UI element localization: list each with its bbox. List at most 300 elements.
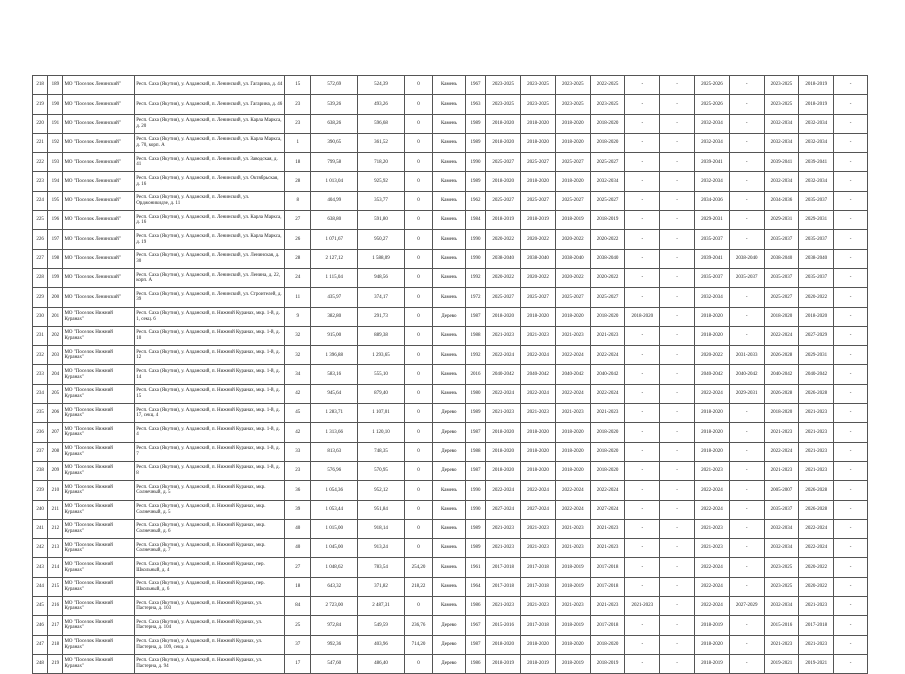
cell-apartments-count: 8 <box>285 191 311 210</box>
cell-living-area: 925,92 <box>358 172 405 191</box>
cell-period-10: 2018-2019 <box>799 95 834 114</box>
cell-municipality: МО "Поселок Нижний Куранах" <box>63 635 135 654</box>
cell-period-7: 2022-2024 <box>695 500 730 519</box>
cell-address: Респ. Саха (Якутия), у. Алданский, п. Нижний Куранах, пер. Школьный, д. 6 <box>135 577 285 596</box>
cell-object-number: 189 <box>48 76 63 95</box>
cell-wall-material: Камень <box>433 76 466 95</box>
cell-municipality: МО "Поселок Нижний Куранах" <box>63 461 135 480</box>
cell-wall-material: Камень <box>433 191 466 210</box>
cell-period-4: 2027-2024 <box>590 500 625 519</box>
cell-row-number: 233 <box>33 365 48 384</box>
cell-period-10: 2018-2019 <box>799 76 834 95</box>
cell-living-area: 291,73 <box>358 307 405 326</box>
cell-row-number: 243 <box>33 558 48 577</box>
cell-municipality: МО "Поселок Ленинский" <box>63 230 135 249</box>
cell-period-4: 2025-2027 <box>590 288 625 307</box>
cell-period-3: 2018-2020 <box>555 307 590 326</box>
cell-period-5: - <box>625 519 660 538</box>
cell-wall-material: Камень <box>433 153 466 172</box>
cell-period-11: - <box>834 114 868 133</box>
cell-address: Респ. Саха (Якутия), у. Алданский, п. Нижний Куранах, мкр. 1-й, д. 8 <box>135 461 285 480</box>
cell-nonresidential-area: 0 <box>404 597 432 616</box>
cell-period-1: 2022-2024 <box>486 481 521 500</box>
cell-living-area: 371,82 <box>358 577 405 596</box>
cell-period-6: - <box>660 172 695 191</box>
cell-total-area: 2 723,00 <box>311 597 358 616</box>
cell-period-10: 2039-2041 <box>799 153 834 172</box>
cell-living-area: 591,80 <box>358 211 405 230</box>
cell-period-5: - <box>625 268 660 287</box>
cell-period-8: - <box>729 423 764 442</box>
cell-municipality: МО "Поселок Нижний Куранах" <box>63 519 135 538</box>
cell-living-area: 1 120,10 <box>358 423 405 442</box>
cell-total-area: 945,64 <box>311 384 358 403</box>
cell-object-number: 192 <box>48 133 63 152</box>
cell-object-number: 218 <box>48 635 63 654</box>
cell-period-8: - <box>729 461 764 480</box>
cell-period-6: - <box>660 288 695 307</box>
cell-period-3: 2018-2020 <box>555 114 590 133</box>
cell-period-1: 2018-2020 <box>486 172 521 191</box>
cell-period-6: - <box>660 346 695 365</box>
cell-year-built: 1989 <box>465 519 486 538</box>
cell-nonresidential-area: 0 <box>404 191 432 210</box>
cell-period-11: - <box>834 191 868 210</box>
cell-period-2: 2018-2020 <box>521 461 556 480</box>
cell-period-9: 2021-2023 <box>764 635 799 654</box>
cell-period-6: - <box>660 481 695 500</box>
cell-total-area: 972,84 <box>311 616 358 635</box>
cell-period-3: 2023-2025 <box>555 76 590 95</box>
cell-wall-material: Камень <box>433 597 466 616</box>
cell-period-4: 2018-2020 <box>590 635 625 654</box>
cell-period-10: 2029-2031 <box>799 346 834 365</box>
cell-nonresidential-area: 218,22 <box>404 577 432 596</box>
cell-period-7: 2018-2020 <box>695 404 730 423</box>
cell-period-1: 2021-2023 <box>486 519 521 538</box>
cell-period-9: 2019-2021 <box>764 654 799 673</box>
cell-period-7: 2035-2037 <box>695 230 730 249</box>
cell-period-11: - <box>834 654 868 673</box>
cell-row-number: 238 <box>33 461 48 480</box>
cell-apartments-count: 25 <box>285 616 311 635</box>
cell-period-5: - <box>625 384 660 403</box>
cell-period-2: 2021-2023 <box>521 326 556 345</box>
table-row <box>33 268 868 287</box>
cell-object-number: 191 <box>48 114 63 133</box>
cell-apartments-count: 15 <box>285 76 311 95</box>
cell-nonresidential-area: 0 <box>404 114 432 133</box>
table-row <box>33 442 868 461</box>
cell-address: Респ. Саха (Якутия), у. Алданский, п. Ленинский, ул. Гагарина, д. 44 <box>135 76 285 95</box>
cell-period-11: - <box>834 249 868 268</box>
cell-municipality: МО "Поселок Нижний Куранах" <box>63 481 135 500</box>
cell-year-built: 1990 <box>465 249 486 268</box>
cell-period-2: 2017-2018 <box>521 616 556 635</box>
cell-living-area: 950,27 <box>358 230 405 249</box>
cell-period-5: - <box>625 211 660 230</box>
cell-object-number: 194 <box>48 172 63 191</box>
cell-period-3: 2021-2023 <box>555 519 590 538</box>
cell-row-number: 231 <box>33 326 48 345</box>
cell-period-10: 2021-2023 <box>799 404 834 423</box>
cell-total-area: 1 071,67 <box>311 230 358 249</box>
cell-period-1: 2018-2020 <box>486 133 521 152</box>
cell-wall-material: Камень <box>433 519 466 538</box>
cell-period-11: - <box>834 307 868 326</box>
cell-period-3: 2023-2025 <box>555 95 590 114</box>
cell-period-2: 2017-2018 <box>521 558 556 577</box>
cell-year-built: 1989 <box>465 404 486 423</box>
cell-apartments-count: 40 <box>285 539 311 558</box>
cell-address: Респ. Саха (Якутия), у. Алданский, п. Нижний Куранах, мкр. 1-й, д. 4 <box>135 423 285 442</box>
cell-year-built: 1990 <box>465 500 486 519</box>
cell-year-built: 1990 <box>465 230 486 249</box>
cell-period-4: 2021-2023 <box>590 519 625 538</box>
cell-period-4: 2025-2027 <box>590 153 625 172</box>
cell-period-10: 2035-2037 <box>799 230 834 249</box>
cell-apartments-count: 36 <box>285 481 311 500</box>
cell-period-4: 2018-2020 <box>590 307 625 326</box>
cell-period-8: - <box>729 326 764 345</box>
cell-period-6: - <box>660 133 695 152</box>
cell-address: Респ. Саха (Якутия), у. Алданский, п. Ленинский, ул. Карла Маркса, д. 20 <box>135 114 285 133</box>
cell-period-5: - <box>625 558 660 577</box>
cell-period-11: - <box>834 404 868 423</box>
cell-period-6: - <box>660 365 695 384</box>
cell-period-10: 2026-2028 <box>799 384 834 403</box>
cell-period-7: 2032-2034 <box>695 114 730 133</box>
cell-period-4: 2017-2018 <box>590 616 625 635</box>
cell-year-built: 1972 <box>465 288 486 307</box>
cell-period-3: 2025-2027 <box>555 153 590 172</box>
cell-apartments-count: 23 <box>285 95 311 114</box>
cell-period-3: 2025-2027 <box>555 191 590 210</box>
cell-period-7: 2021-2023 <box>695 519 730 538</box>
cell-period-2: 2018-2020 <box>521 172 556 191</box>
cell-row-number: 219 <box>33 95 48 114</box>
cell-period-8: 2040-2042 <box>729 365 764 384</box>
cell-object-number: 211 <box>48 500 63 519</box>
cell-wall-material: Камень <box>433 577 466 596</box>
cell-nonresidential-area: 0 <box>404 461 432 480</box>
cell-period-4: 2018-2020 <box>590 133 625 152</box>
cell-period-2: 2021-2023 <box>521 519 556 538</box>
cell-object-number: 197 <box>48 230 63 249</box>
cell-apartments-count: 34 <box>285 365 311 384</box>
cell-apartments-count: 32 <box>285 346 311 365</box>
cell-period-8: 2038-2040 <box>729 249 764 268</box>
cell-period-6: - <box>660 500 695 519</box>
cell-address: Респ. Саха (Якутия), у. Алданский, п. Ленинский, ул. Карла Маркса, д. 16 <box>135 211 285 230</box>
cell-period-10: 2022-2024 <box>799 519 834 538</box>
cell-period-5: - <box>625 635 660 654</box>
cell-total-area: 1 015,00 <box>311 519 358 538</box>
cell-object-number: 190 <box>48 95 63 114</box>
table-row <box>33 577 868 596</box>
cell-period-5: - <box>625 172 660 191</box>
cell-period-3: 2018-2019 <box>555 577 590 596</box>
cell-period-7: 2035-2037 <box>695 268 730 287</box>
cell-object-number: 216 <box>48 597 63 616</box>
cell-period-8: - <box>729 539 764 558</box>
cell-period-1: 2023-2025 <box>486 95 521 114</box>
cell-municipality: МО "Поселок Ленинский" <box>63 153 135 172</box>
cell-row-number: 237 <box>33 442 48 461</box>
cell-period-8: - <box>729 211 764 230</box>
cell-row-number: 220 <box>33 114 48 133</box>
cell-period-6: - <box>660 577 695 596</box>
cell-period-7: 2021-2023 <box>695 539 730 558</box>
cell-period-11: - <box>834 153 868 172</box>
cell-living-area: 549,59 <box>358 616 405 635</box>
cell-living-area: 353,77 <box>358 191 405 210</box>
cell-total-area: 1 313,66 <box>311 423 358 442</box>
cell-period-2: 2022-2024 <box>521 384 556 403</box>
cell-period-2: 2018-2020 <box>521 133 556 152</box>
cell-year-built: 1964 <box>465 577 486 596</box>
cell-period-4: 2023-2025 <box>590 95 625 114</box>
cell-row-number: 247 <box>33 635 48 654</box>
cell-municipality: МО "Поселок Нижний Куранах" <box>63 654 135 673</box>
table-row <box>33 230 868 249</box>
cell-period-1: 2020-2022 <box>486 230 521 249</box>
cell-period-11: - <box>834 268 868 287</box>
cell-municipality: МО "Поселок Нижний Куранах" <box>63 539 135 558</box>
cell-nonresidential-area: 0 <box>404 365 432 384</box>
cell-nonresidential-area: 0 <box>404 384 432 403</box>
cell-address: Респ. Саха (Якутия), у. Алданский, п. Ленинский, ул. Орджоникидзе, д. 11 <box>135 191 285 210</box>
cell-period-4: 2017-2018 <box>590 558 625 577</box>
cell-period-3: 2040-2042 <box>555 365 590 384</box>
cell-period-1: 2021-2023 <box>486 597 521 616</box>
cell-living-area: 948,56 <box>358 268 405 287</box>
cell-period-6: - <box>660 423 695 442</box>
cell-period-3: 2018-2019 <box>555 654 590 673</box>
cell-period-8: 2031-2033 <box>729 346 764 365</box>
cell-period-2: 2025-2027 <box>521 191 556 210</box>
cell-period-11: - <box>834 616 868 635</box>
cell-period-2: 2025-2027 <box>521 153 556 172</box>
cell-period-9: 2018-2020 <box>764 404 799 423</box>
cell-period-6: - <box>660 384 695 403</box>
cell-object-number: 205 <box>48 384 63 403</box>
cell-period-4: 2018-2020 <box>590 423 625 442</box>
cell-period-9: 2032-2034 <box>764 172 799 191</box>
cell-living-area: 374,17 <box>358 288 405 307</box>
cell-municipality: МО "Поселок Нижний Куранах" <box>63 365 135 384</box>
cell-period-5: - <box>625 461 660 480</box>
cell-period-11: - <box>834 133 868 152</box>
cell-total-area: 643,32 <box>311 577 358 596</box>
table-row <box>33 500 868 519</box>
cell-period-10: 2038-2040 <box>799 249 834 268</box>
cell-wall-material: Дерево <box>433 307 466 326</box>
cell-period-9: 2029-2031 <box>764 211 799 230</box>
cell-period-9: 2040-2042 <box>764 365 799 384</box>
cell-period-4: 2022-2024 <box>590 481 625 500</box>
cell-period-10: 2021-2023 <box>799 597 834 616</box>
cell-address: Респ. Саха (Якутия), у. Алданский, п. Нижний Куранах, ул. Пастерна, д. 103 <box>135 597 285 616</box>
cell-apartments-count: 42 <box>285 384 311 403</box>
cell-address: Респ. Саха (Якутия), у. Алданский, п. Нижний Куранах, ул. Пастерна, д. 104 <box>135 616 285 635</box>
cell-year-built: 1967 <box>465 616 486 635</box>
table-row <box>33 95 868 114</box>
cell-period-11: - <box>834 172 868 191</box>
cell-wall-material: Камень <box>433 172 466 191</box>
cell-period-3: 2018-2019 <box>555 616 590 635</box>
cell-period-6: - <box>660 191 695 210</box>
cell-period-9: 2023-2025 <box>764 558 799 577</box>
cell-period-6: - <box>660 442 695 461</box>
cell-apartments-count: 32 <box>285 326 311 345</box>
cell-period-7: 2021-2023 <box>695 461 730 480</box>
cell-period-5: - <box>625 577 660 596</box>
table-row <box>33 153 868 172</box>
cell-wall-material: Камень <box>433 558 466 577</box>
cell-municipality: МО "Поселок Ленинский" <box>63 114 135 133</box>
cell-living-area: 879,40 <box>358 384 405 403</box>
cell-period-7: 2018-2020 <box>695 442 730 461</box>
cell-period-6: - <box>660 211 695 230</box>
cell-period-1: 2022-2024 <box>486 346 521 365</box>
cell-period-6: - <box>660 635 695 654</box>
cell-period-5: - <box>625 133 660 152</box>
cell-period-3: 2018-2020 <box>555 133 590 152</box>
cell-period-9: 2032-2034 <box>764 597 799 616</box>
cell-object-number: 201 <box>48 307 63 326</box>
cell-period-1: 2018-2020 <box>486 423 521 442</box>
cell-period-10: 2021-2023 <box>799 442 834 461</box>
cell-object-number: 215 <box>48 577 63 596</box>
cell-period-8: - <box>729 95 764 114</box>
cell-period-10: 2026-2028 <box>799 481 834 500</box>
table-row <box>33 326 868 345</box>
cell-wall-material: Дерево <box>433 616 466 635</box>
cell-period-11: - <box>834 461 868 480</box>
cell-total-area: 547,60 <box>311 654 358 673</box>
cell-period-8: 2029-2031 <box>729 384 764 403</box>
cell-address: Респ. Саха (Якутия), у. Алданский, п. Нижний Куранах, мкр. Солнечный, д. 5 <box>135 500 285 519</box>
cell-year-built: 1962 <box>465 191 486 210</box>
cell-period-11: - <box>834 577 868 596</box>
cell-row-number: 234 <box>33 384 48 403</box>
cell-period-8: - <box>729 519 764 538</box>
cell-row-number: 222 <box>33 153 48 172</box>
cell-living-area: 783,54 <box>358 558 405 577</box>
cell-address: Респ. Саха (Якутия), у. Алданский, п. Нижний Куранах, мкр. 1-й, д. 14 <box>135 365 285 384</box>
cell-period-8: - <box>729 288 764 307</box>
cell-period-3: 2020-2022 <box>555 230 590 249</box>
cell-period-2: 2038-2040 <box>521 249 556 268</box>
cell-period-8: - <box>729 191 764 210</box>
cell-period-11: - <box>834 597 868 616</box>
cell-year-built: 1963 <box>465 95 486 114</box>
cell-period-5: - <box>625 76 660 95</box>
cell-period-4: 2038-2040 <box>590 249 625 268</box>
cell-object-number: 200 <box>48 288 63 307</box>
cell-nonresidential-area: 0 <box>404 172 432 191</box>
cell-year-built: 1990 <box>465 153 486 172</box>
cell-period-5: - <box>625 539 660 558</box>
cell-nonresidential-area: 0 <box>404 500 432 519</box>
cell-period-4: 2022-2024 <box>590 346 625 365</box>
cell-period-4: 2018-2019 <box>590 654 625 673</box>
cell-period-2: 2027-2024 <box>521 500 556 519</box>
cell-period-5: 2018-2020 <box>625 307 660 326</box>
cell-period-1: 2040-2042 <box>486 365 521 384</box>
cell-address: Респ. Саха (Якутия), у. Алданский, п. Нижний Куранах, ул. Пастерна, д. 94 <box>135 654 285 673</box>
cell-total-area: 539,26 <box>311 95 358 114</box>
cell-address: Респ. Саха (Якутия), у. Алданский, п. Нижний Куранах, ул. Пастерна, д. 109, секц. а <box>135 635 285 654</box>
cell-period-1: 2021-2023 <box>486 326 521 345</box>
cell-period-7: 2040-2042 <box>695 365 730 384</box>
cell-period-2: 2018-2020 <box>521 635 556 654</box>
cell-row-number: 226 <box>33 230 48 249</box>
cell-row-number: 227 <box>33 249 48 268</box>
cell-row-number: 228 <box>33 268 48 287</box>
cell-period-4: 2040-2042 <box>590 365 625 384</box>
cell-period-7: 2018-2020 <box>695 326 730 345</box>
cell-period-11: - <box>834 365 868 384</box>
cell-apartments-count: 28 <box>285 249 311 268</box>
cell-row-number: 244 <box>33 577 48 596</box>
cell-total-area: 382,80 <box>311 307 358 326</box>
cell-period-7: 2018-2020 <box>695 423 730 442</box>
table-row <box>33 76 868 95</box>
cell-period-11: - <box>834 211 868 230</box>
cell-object-number: 203 <box>48 346 63 365</box>
cell-municipality: МО "Поселок Ленинский" <box>63 172 135 191</box>
cell-address: Респ. Саха (Якутия), у. Алданский, п. Ленинский, ул. Строителей, д. 39 <box>135 288 285 307</box>
cell-period-10: 2021-2023 <box>799 461 834 480</box>
cell-period-7: 2039-2041 <box>695 249 730 268</box>
cell-period-4: 2018-2019 <box>590 211 625 230</box>
table-row <box>33 654 868 673</box>
cell-total-area: 1 283,71 <box>311 404 358 423</box>
cell-row-number: 245 <box>33 597 48 616</box>
cell-total-area: 1 115,04 <box>311 268 358 287</box>
cell-period-8: - <box>729 577 764 596</box>
cell-object-number: 210 <box>48 481 63 500</box>
cell-period-4: 2032-2034 <box>590 172 625 191</box>
cell-period-2: 2022-2024 <box>521 481 556 500</box>
cell-municipality: МО "Поселок Нижний Куранах" <box>63 404 135 423</box>
cell-row-number: 248 <box>33 654 48 673</box>
cell-address: Респ. Саха (Якутия), у. Алданский, п. Ленинский, ул. Карла Маркса, д. 70, корп. А <box>135 133 285 152</box>
table-row <box>33 249 868 268</box>
cell-period-2: 2025-2027 <box>521 288 556 307</box>
cell-period-1: 2017-2018 <box>486 558 521 577</box>
cell-period-9: 2032-2034 <box>764 133 799 152</box>
cell-period-7: 2022-2024 <box>695 481 730 500</box>
cell-apartments-count: 84 <box>285 597 311 616</box>
cell-object-number: 213 <box>48 539 63 558</box>
cell-living-area: 2 487,31 <box>358 597 405 616</box>
cell-municipality: МО "Поселок Нижний Куранах" <box>63 346 135 365</box>
cell-period-10: 2026-2028 <box>799 500 834 519</box>
cell-period-3: 2020-2022 <box>555 268 590 287</box>
cell-row-number: 218 <box>33 76 48 95</box>
cell-municipality: МО "Поселок Нижний Куранах" <box>63 442 135 461</box>
cell-period-10: 2017-2018 <box>799 616 834 635</box>
cell-period-11: - <box>834 423 868 442</box>
cell-address: Респ. Саха (Якутия), у. Алданский, п. Ленинский, ул. Октябрьская, д. 16 <box>135 172 285 191</box>
cell-period-6: - <box>660 597 695 616</box>
cell-apartments-count: 23 <box>285 461 311 480</box>
cell-total-area: 813,63 <box>311 442 358 461</box>
cell-living-area: 555,10 <box>358 365 405 384</box>
